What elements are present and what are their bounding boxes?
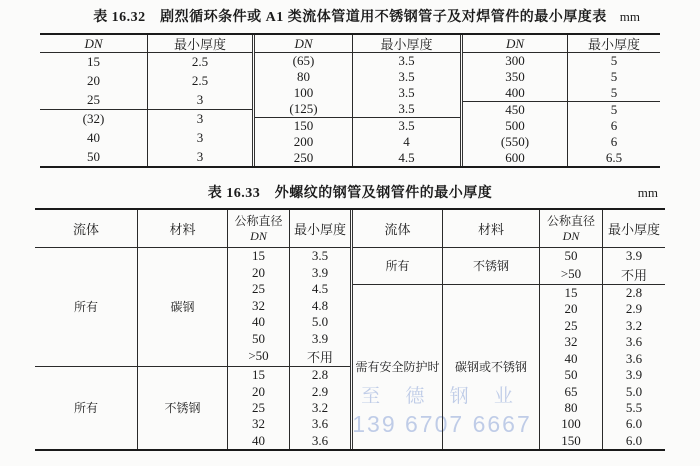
material-value-cell: 碳钢或不锈钢: [443, 285, 540, 449]
thickness-value-cell: 3.5: [311, 248, 329, 264]
thickness-value-cell: 3.6: [311, 416, 329, 432]
dn-value-cell: 20: [540, 301, 603, 317]
table1-header-thickness: 最小厚度: [173, 37, 226, 52]
dn-value-cell: (32): [40, 110, 148, 129]
table2-left-body: [35, 248, 350, 449]
table2-title: 表 16.33 外螺纹的钢管及钢管件的最小厚度: [207, 186, 493, 201]
watermark-company-name: 至 德 钢 业: [361, 386, 523, 407]
thickness-value-cell: 5: [610, 102, 618, 117]
table-row: [228, 281, 350, 297]
table-row: [40, 147, 252, 166]
fluid-value-cell: 所有: [35, 248, 138, 366]
table-row: [463, 85, 660, 101]
dn-value-cell: 100: [540, 416, 603, 432]
table1-section: [463, 53, 660, 101]
thickness-value-cell: 2.8: [625, 285, 643, 301]
dn-value-cell: (65): [255, 53, 353, 69]
table2-header-thickness: 最小厚度: [607, 222, 660, 237]
dn-value-cell: 200: [255, 134, 353, 150]
table-row: [255, 101, 460, 117]
table1-group2-header: [255, 35, 460, 53]
table1-group1-header: [40, 35, 252, 53]
table-row: [255, 134, 460, 150]
dn-value-cell: 25: [40, 90, 148, 109]
thickness-value-cell: 3.6: [625, 350, 643, 366]
table-row: [40, 129, 252, 148]
table-row: [255, 118, 460, 134]
table2-block: [353, 284, 665, 449]
table2-right-half: [350, 210, 665, 449]
table-row: [228, 433, 350, 449]
thickness-value-cell: 2.8: [311, 367, 329, 383]
dn-value-cell: 50: [228, 330, 290, 346]
table-row: [255, 53, 460, 69]
table2-right-body: [353, 248, 665, 449]
thickness-value-cell: 3.5: [398, 101, 415, 116]
table-row: [255, 69, 460, 85]
thickness-value-cell: 3.9: [311, 264, 329, 280]
table-row: [228, 400, 350, 416]
thickness-value-cell: 5.0: [311, 314, 329, 330]
table-row: [540, 400, 665, 416]
thickness-value-cell: 6.5: [605, 150, 623, 165]
table1-group3-body: [463, 53, 660, 166]
dn-value-cell: 25: [228, 281, 290, 297]
table2-rows-column: [540, 248, 665, 284]
dn-value-cell: 150: [255, 118, 353, 134]
table2-header-nominal-diameter: [540, 210, 603, 247]
thickness-value-cell: 3.2: [311, 399, 329, 415]
table-row: [540, 367, 665, 383]
thickness-value-cell: 5.0: [625, 383, 643, 399]
table-row: [228, 330, 350, 346]
thickness-value-cell: 不用: [306, 349, 333, 365]
table2-header-thickness: 最小厚度: [293, 222, 346, 237]
thickness-value-cell: 4.5: [398, 150, 415, 165]
table-row: [255, 85, 460, 101]
material-value-cell: 碳钢: [138, 248, 228, 366]
table2-header-dn-line1: 公称直径: [546, 213, 595, 228]
table1-section: [463, 101, 660, 166]
thickness-value-cell: 6.0: [625, 432, 643, 448]
table-row: [463, 69, 660, 85]
table-row: [540, 383, 665, 399]
dn-value-cell: 40: [228, 433, 290, 449]
table-row: [540, 285, 665, 301]
table2-header-fluid: 流体: [353, 210, 443, 247]
dn-value-cell: 40: [540, 351, 603, 367]
thickness-value-cell: 2.5: [191, 54, 209, 70]
thickness-value-cell: 3.5: [398, 53, 415, 68]
table-row: [540, 301, 665, 317]
thickness-value-cell: 3: [196, 130, 204, 145]
table2-header-dn-line2: DN: [562, 228, 580, 243]
dn-value-cell: 80: [540, 400, 603, 416]
dn-value-cell: >50: [540, 265, 603, 284]
dn-value-cell: 300: [463, 53, 568, 69]
table-row: [540, 318, 665, 334]
thickness-value-cell: 5: [610, 85, 618, 100]
table2-header-dn-line1: 公称直径: [234, 213, 283, 228]
table-row: [540, 265, 665, 284]
table-row: [540, 351, 665, 367]
table2-block: [35, 366, 350, 449]
table1-group-3: [460, 35, 660, 166]
table-row: [40, 72, 252, 91]
dn-value-cell: (125): [255, 101, 353, 117]
table1-header-thickness: 最小厚度: [380, 37, 433, 52]
table1-header-dn: DN: [463, 35, 568, 52]
table2-right-header: [353, 210, 665, 248]
table-row: [40, 53, 252, 72]
thickness-value-cell: 5: [610, 69, 618, 84]
table2-header-dn-line2: DN: [250, 228, 267, 243]
thickness-value-cell: 4.8: [311, 297, 329, 313]
dn-value-cell: 25: [228, 400, 290, 416]
dn-value-cell: 40: [40, 129, 148, 148]
thickness-value-cell: 5.5: [625, 399, 643, 415]
table1-group2-body: [255, 53, 460, 166]
table2-header-material: 材料: [443, 210, 540, 247]
table2-header-material: 材料: [138, 210, 228, 247]
thickness-value-cell: 3.9: [311, 330, 329, 346]
thickness-value-cell: 2.9: [625, 301, 643, 317]
thickness-value-cell: 5: [610, 53, 618, 68]
dn-value-cell: 32: [228, 297, 290, 313]
table-row: [463, 53, 660, 69]
dn-value-cell: 450: [463, 102, 568, 118]
table2-left-half: [35, 210, 350, 449]
table1-group-1: [40, 35, 252, 166]
table-row: [463, 134, 660, 150]
dn-value-cell: 150: [540, 433, 603, 449]
dn-value-cell: 50: [40, 147, 148, 166]
table2-title-row: [0, 184, 700, 202]
dn-value-cell: >50: [228, 347, 290, 366]
dn-value-cell: 15: [228, 367, 290, 383]
material-value-cell: 不锈钢: [443, 248, 540, 284]
thickness-value-cell: 6: [610, 118, 618, 133]
thickness-value-cell: 3.5: [398, 69, 415, 84]
table1-group1-body: [40, 53, 252, 166]
table2-header-fluid: 流体: [35, 210, 138, 247]
dn-value-cell: 20: [40, 72, 148, 91]
thickness-value-cell: 6.0: [625, 416, 643, 432]
dn-value-cell: 65: [540, 383, 603, 399]
thickness-value-cell: 3: [196, 148, 204, 164]
table2-header-nominal-diameter: [228, 210, 290, 247]
table1-unit-label: mm: [619, 9, 640, 24]
thickness-value-cell: 3.2: [625, 317, 643, 333]
table-row: [40, 110, 252, 129]
table2-unit-label: mm: [637, 185, 658, 200]
table2-min-thickness-threaded: [35, 208, 665, 451]
table1-group3-header: [463, 35, 660, 53]
table1-section: [255, 53, 460, 117]
table1-header-dn: DN: [255, 35, 353, 52]
dn-value-cell: 32: [228, 416, 290, 432]
fluid-value-cell: 所有: [35, 367, 138, 449]
table-row: [540, 248, 665, 265]
table-row: [540, 433, 665, 449]
dn-value-cell: 80: [255, 69, 353, 85]
table1-header-dn: DN: [40, 35, 148, 52]
watermark-phone-number: 139 6707 6667: [352, 411, 532, 437]
dn-value-cell: 25: [540, 318, 603, 334]
table-row: [228, 347, 350, 366]
thickness-value-cell: 4.5: [311, 281, 329, 297]
dn-value-cell: 15: [40, 53, 148, 72]
table1-section: [255, 117, 460, 166]
table2-rows-column: [228, 248, 350, 366]
table-row: [463, 150, 660, 166]
table-row: [540, 416, 665, 432]
table-row: [40, 90, 252, 109]
dn-value-cell: 40: [228, 314, 290, 330]
thickness-value-cell: 3: [196, 111, 204, 127]
table1-section: [40, 109, 252, 166]
table-row: [540, 334, 665, 350]
thickness-value-cell: 3.6: [625, 334, 643, 350]
table-row: [228, 314, 350, 330]
table-row: [463, 102, 660, 118]
dn-value-cell: 100: [255, 85, 353, 101]
thickness-value-cell: 3.9: [625, 248, 643, 264]
dn-value-cell: 400: [463, 85, 568, 101]
dn-value-cell: 32: [540, 334, 603, 350]
table-row: [228, 297, 350, 313]
thickness-value-cell: 3.5: [398, 118, 415, 133]
table-row: [255, 150, 460, 166]
dn-value-cell: 20: [228, 264, 290, 280]
dn-value-cell: 20: [228, 383, 290, 399]
table-row: [228, 248, 350, 264]
thickness-value-cell: 3.5: [398, 85, 415, 100]
table-row: [228, 416, 350, 432]
table2-rows-column: [540, 285, 665, 449]
table-row: [228, 383, 350, 399]
table-row: [228, 367, 350, 383]
table2-block: [35, 248, 350, 366]
dn-value-cell: 50: [540, 367, 603, 383]
table1-title: 表 16.32 剧烈循环条件或 A1 类流体管道用不锈钢管子及对焊管件的最小厚度表: [93, 10, 607, 25]
dn-value-cell: 250: [255, 150, 353, 166]
thickness-value-cell: 2.9: [311, 383, 329, 399]
material-value-cell: 不锈钢: [138, 367, 228, 449]
dn-value-cell: 15: [540, 285, 603, 301]
table-row: [228, 264, 350, 280]
table1-title-row: [0, 8, 700, 26]
table2-rows-column: [228, 367, 350, 449]
fluid-value-cell: 所有: [353, 248, 443, 284]
thickness-value-cell: 4: [403, 134, 410, 149]
thickness-value-cell: 3: [196, 91, 204, 107]
table-row: [463, 118, 660, 134]
table2-left-header: [35, 210, 350, 248]
table1-group-2: [252, 35, 460, 166]
thickness-value-cell: 2.5: [191, 73, 209, 88]
fluid-value-cell: 需有安全防护时: [353, 285, 443, 449]
table1-min-thickness-stainless: [40, 33, 660, 168]
table1-section: [40, 53, 252, 109]
thickness-value-cell: 3.9: [625, 367, 643, 383]
thickness-value-cell: 6: [610, 134, 618, 149]
dn-value-cell: 15: [228, 248, 290, 264]
table2-block: [353, 248, 665, 284]
table1-header-thickness: 最小厚度: [587, 37, 640, 52]
dn-value-cell: 50: [540, 248, 603, 265]
dn-value-cell: (550): [463, 134, 568, 150]
dn-value-cell: 350: [463, 69, 568, 85]
thickness-value-cell: 3.6: [311, 432, 329, 448]
dn-value-cell: 600: [463, 150, 568, 166]
dn-value-cell: 500: [463, 118, 568, 134]
thickness-value-cell: 不用: [620, 267, 647, 283]
